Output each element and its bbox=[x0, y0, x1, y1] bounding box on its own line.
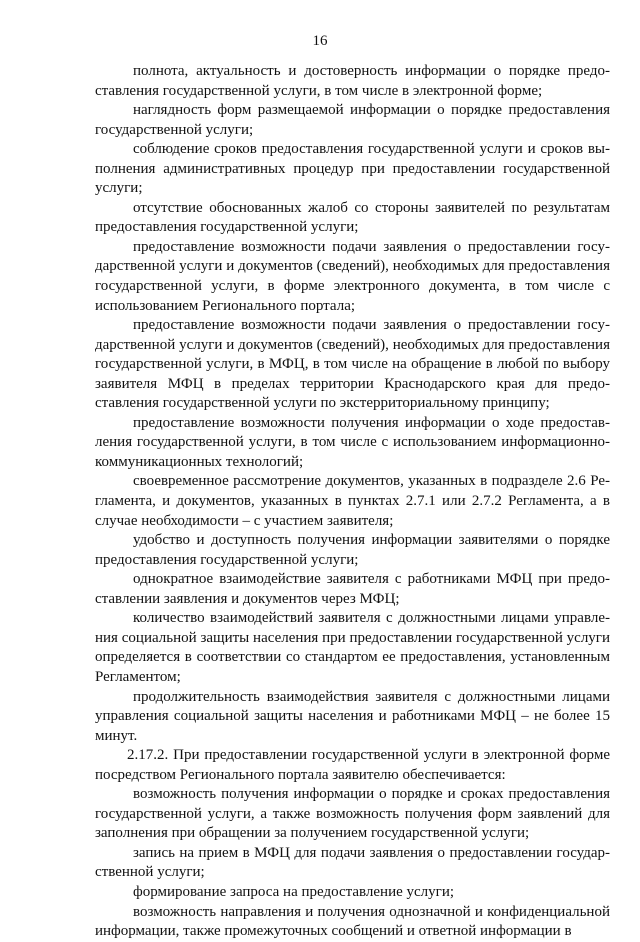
paragraph: своевременное рассмотрение документов, указанных в подразделе 2.6 Регламента, и документов, указанных в пунктах 2.7.1 или 2.7.2 Регламента, а в случае необходимости – с участием заявителя; bbox=[95, 473, 610, 529]
paragraph: предоставление возможности подачи заявления о предоставлении государственной услуги и документов (сведений), необходимых для предоставления государственной услуги, в МФЦ, в том числе на обращение в любой по выбору заявителя МФЦ в пределах территории Краснодарского края для предоставления государственной услуги по экстерриториальному принципу; bbox=[95, 317, 610, 412]
paragraph: однократное взаимодействие заявителя с работниками МФЦ при предоставлении заявления и документов через МФЦ; bbox=[95, 571, 610, 607]
page-number: 16 bbox=[312, 33, 328, 49]
paragraph: запись на прием в МФЦ для подачи заявления о предоставлении государственной услуги; bbox=[95, 844, 610, 881]
paragraph: возможность направления и получения однозначной и конфиденциальной информации, также промежуточных сообщений и ответной информации в bbox=[95, 903, 610, 940]
document-body bbox=[95, 62, 610, 942]
paragraph: удобство и доступность получения информации заявителями о порядке предоставления государственной услуги; bbox=[95, 532, 610, 568]
paragraph: предоставление возможности получения информации о ходе предоставления государственной услуги, в том числе с использованием информационно-коммуникационных технологий; bbox=[95, 414, 610, 470]
paragraph: полнота, актуальность и достоверность информации о порядке предоставления государственной услуги, в том числе в электронной форме; bbox=[95, 63, 610, 99]
paragraph: 2.17.2. При предоставлении государственной услуги в электронной форме посредством Регионального портала заявителю обеспечивается: bbox=[95, 747, 610, 783]
paragraph: соблюдение сроков предоставления государственной услуги и сроков выполнения административных процедур при предоставлении государственной услуги; bbox=[95, 141, 610, 197]
paragraph: отсутствие обоснованных жалоб со стороны заявителей по результатам предоставления государственной услуги; bbox=[95, 199, 610, 236]
paragraph: возможность получения информации о порядке и сроках предоставления государственной услуги, а также возможность получения форм заявлений для заполнения при обращении за получением государственной услуги; bbox=[95, 786, 610, 842]
paragraph: продолжительность взаимодействия заявителя с должностными лицами управления социальной защиты населения и работниками МФЦ – не более 15 минут. bbox=[95, 688, 610, 744]
paragraph: количество взаимодействий заявителя с должностными лицами управления социальной защиты населения при предоставлении государственной услуги определяется в соответствии со стандартом ее предоставления, установленным Регламентом; bbox=[95, 610, 610, 685]
paragraph: наглядность форм размещаемой информации о порядке предоставления государственной услуги; bbox=[95, 102, 610, 138]
paragraph: формирование запроса на предоставление услуги; bbox=[133, 883, 455, 900]
paragraph: предоставление возможности подачи заявления о предоставлении государственной услуги и документов (сведений), необходимых для предоставления государственной услуги, в форме электронного документа, в том числе с использованием Регионального портала; bbox=[95, 238, 610, 314]
